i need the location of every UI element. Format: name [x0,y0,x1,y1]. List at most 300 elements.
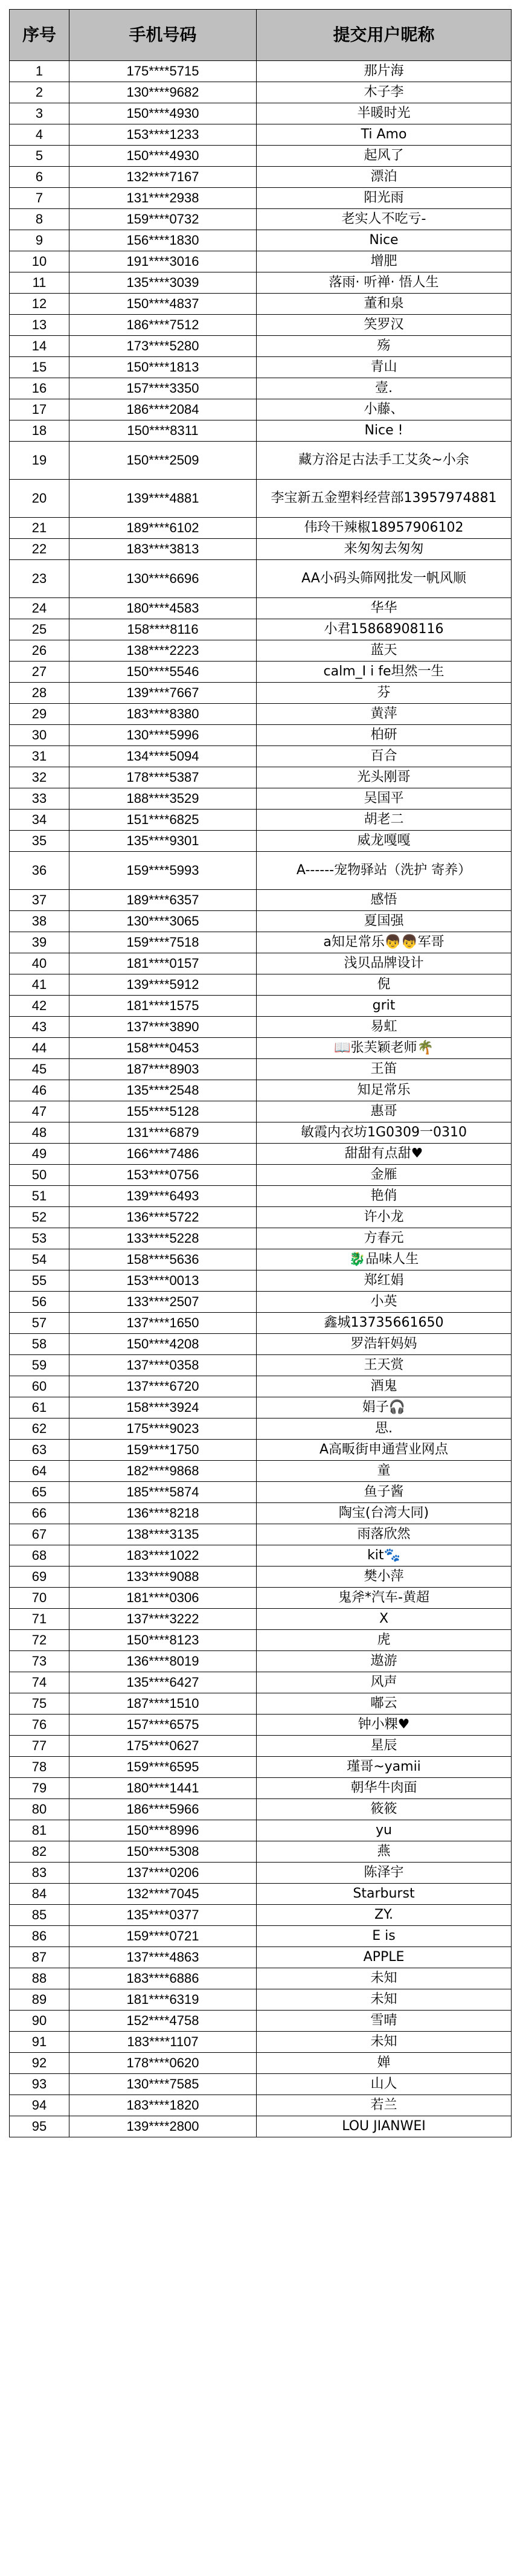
row-phone: 132****7167 [69,167,257,188]
row-phone: 135****2548 [69,1080,257,1101]
table-row [10,662,512,683]
row-nickname: 光头刚哥 [257,767,512,788]
row-index: 14 [10,336,69,357]
row-index: 44 [10,1038,69,1059]
row-index: 49 [10,1144,69,1165]
row-phone: 151****6825 [69,810,257,831]
row-phone: 183****1022 [69,1545,257,1567]
row-index: 58 [10,1334,69,1355]
table-row [10,167,512,188]
row-phone: 132****7045 [69,1884,257,1905]
table-row [10,518,512,539]
table-row [10,357,512,378]
row-index: 42 [10,996,69,1017]
table-row [10,2011,512,2032]
row-phone: 152****4758 [69,2011,257,2032]
row-nickname: 婵 [257,2053,512,2074]
row-index: 46 [10,1080,69,1101]
table-row [10,1355,512,1376]
table-row [10,61,512,82]
row-nickname: 鱼子酱 [257,1482,512,1503]
row-nickname: 山人 [257,2074,512,2095]
row-phone: 150****8311 [69,420,257,442]
row-nickname: 倪 [257,974,512,996]
row-index: 8 [10,209,69,230]
table-row [10,1820,512,1841]
row-nickname: 吴国平 [257,788,512,810]
table-row [10,2032,512,2053]
row-phone: 130****9682 [69,82,257,103]
row-index: 59 [10,1355,69,1376]
row-nickname: 遨游 [257,1651,512,1672]
table-row [10,539,512,560]
row-index: 69 [10,1567,69,1588]
table-row [10,1545,512,1567]
table-row [10,1292,512,1313]
row-index: 39 [10,932,69,953]
row-index: 62 [10,1418,69,1440]
header-phone: 手机号码 [69,10,257,61]
row-phone: 150****5546 [69,662,257,683]
row-index: 75 [10,1693,69,1715]
row-index: 5 [10,146,69,167]
row-nickname: 增肥 [257,251,512,272]
row-index: 77 [10,1736,69,1757]
row-index: 57 [10,1313,69,1334]
row-nickname: 陈泽宇 [257,1863,512,1884]
table-row [10,315,512,336]
table-row [10,1884,512,1905]
row-nickname: 那片海 [257,61,512,82]
row-nickname: 小藤、 [257,399,512,420]
row-nickname: 酒鬼 [257,1376,512,1397]
table-row [10,1841,512,1863]
row-phone: 153****1233 [69,124,257,146]
row-phone: 138****3135 [69,1524,257,1545]
row-index: 40 [10,953,69,974]
table-row [10,1630,512,1651]
row-nickname: 胡老二 [257,810,512,831]
row-phone: 181****0306 [69,1588,257,1609]
row-phone: 135****9301 [69,831,257,852]
table-row [10,1038,512,1059]
row-phone: 183****3813 [69,539,257,560]
table-row [10,1165,512,1186]
row-index: 85 [10,1905,69,1926]
row-phone: 130****6696 [69,560,257,598]
row-phone: 182****9868 [69,1461,257,1482]
table-row [10,1334,512,1355]
row-nickname: APPLE [257,1947,512,1968]
row-index: 2 [10,82,69,103]
row-index: 79 [10,1778,69,1799]
row-index: 87 [10,1947,69,1968]
row-nickname: 📖张芙颖老师🌴 [257,1038,512,1059]
row-nickname: a知足常乐👦👦军哥 [257,932,512,953]
row-nickname: 未知 [257,1989,512,2011]
row-phone: 130****3065 [69,911,257,932]
row-nickname: X [257,1609,512,1630]
row-phone: 135****3039 [69,272,257,294]
row-nickname: 鬼斧*汽车-黄超 [257,1588,512,1609]
row-phone: 150****8123 [69,1630,257,1651]
table-row [10,272,512,294]
row-nickname: 来匆匆去匆匆 [257,539,512,560]
row-phone: 130****5996 [69,725,257,746]
row-index: 22 [10,539,69,560]
table-row [10,746,512,767]
table-row [10,704,512,725]
row-phone: 178****0620 [69,2053,257,2074]
row-phone: 191****3016 [69,251,257,272]
table-header [10,10,512,61]
row-nickname: 殇 [257,336,512,357]
row-phone: 150****4930 [69,103,257,124]
table-row [10,1482,512,1503]
row-phone: 185****5874 [69,1482,257,1503]
row-nickname: 童 [257,1461,512,1482]
row-index: 51 [10,1186,69,1207]
row-nickname: 未知 [257,1968,512,1989]
row-index: 6 [10,167,69,188]
row-nickname: ZY. [257,1905,512,1926]
row-nickname: calm_I i fe坦然一生 [257,662,512,683]
row-phone: 133****9088 [69,1567,257,1588]
row-nickname: 星辰 [257,1736,512,1757]
row-nickname: 威龙嘎嘎 [257,831,512,852]
table-row [10,2095,512,2116]
table-row [10,598,512,619]
user-submission-table [9,9,512,2137]
row-nickname: 雪晴 [257,2011,512,2032]
row-phone: 187****8903 [69,1059,257,1080]
table-row [10,1461,512,1482]
row-phone: 153****0756 [69,1165,257,1186]
table-row [10,1418,512,1440]
table-row [10,103,512,124]
table-row [10,230,512,251]
row-phone: 186****7512 [69,315,257,336]
row-nickname: 艳俏 [257,1186,512,1207]
row-index: 88 [10,1968,69,1989]
table-row [10,767,512,788]
table-row [10,932,512,953]
row-nickname: 壹. [257,378,512,399]
row-index: 3 [10,103,69,124]
row-nickname: 老实人不吃亏- [257,209,512,230]
row-phone: 159****5993 [69,852,257,890]
row-index: 19 [10,442,69,480]
row-nickname: 金雁 [257,1165,512,1186]
row-nickname: 惠哥 [257,1101,512,1122]
row-phone: 133****2507 [69,1292,257,1313]
row-index: 86 [10,1926,69,1947]
row-index: 78 [10,1757,69,1778]
row-nickname: kit🐾 [257,1545,512,1567]
row-phone: 153****0013 [69,1270,257,1292]
row-phone: 139****4881 [69,480,257,518]
row-index: 63 [10,1440,69,1461]
row-phone: 180****1441 [69,1778,257,1799]
row-phone: 131****6879 [69,1122,257,1144]
row-nickname: 小君15868908116 [257,619,512,640]
table-row [10,1567,512,1588]
header-index: 序号 [10,10,69,61]
row-index: 95 [10,2116,69,2137]
row-index: 12 [10,294,69,315]
row-phone: 135****0377 [69,1905,257,1926]
row-phone: 137****0206 [69,1863,257,1884]
table-row [10,1270,512,1292]
row-index: 25 [10,619,69,640]
row-index: 34 [10,810,69,831]
row-index: 23 [10,560,69,598]
row-nickname: 嘟云 [257,1693,512,1715]
table-row [10,1503,512,1524]
row-index: 64 [10,1461,69,1482]
row-index: 18 [10,420,69,442]
table-row [10,619,512,640]
row-nickname: Starburst [257,1884,512,1905]
row-phone: 139****7667 [69,683,257,704]
table-row [10,1588,512,1609]
row-nickname: A高畈街申通营业网点 [257,1440,512,1461]
row-nickname: 夏国强 [257,911,512,932]
row-phone: 138****2223 [69,640,257,662]
row-index: 94 [10,2095,69,2116]
table-row [10,1715,512,1736]
row-nickname: 知足常乐 [257,1080,512,1101]
row-phone: 158****3924 [69,1397,257,1418]
table-row [10,788,512,810]
row-index: 50 [10,1165,69,1186]
row-nickname: 方春元 [257,1228,512,1249]
row-index: 70 [10,1588,69,1609]
row-nickname: 若兰 [257,2095,512,2116]
table-row [10,725,512,746]
table-row [10,420,512,442]
row-phone: 159****0721 [69,1926,257,1947]
table-row [10,1778,512,1799]
row-index: 30 [10,725,69,746]
row-nickname: 青山 [257,357,512,378]
table-row [10,1144,512,1165]
row-nickname: 🐉品味人生 [257,1249,512,1270]
row-nickname: 钟小粿♥ [257,1715,512,1736]
row-phone: 175****9023 [69,1418,257,1440]
table-row [10,1228,512,1249]
row-index: 11 [10,272,69,294]
row-nickname: AA小码头筛网批发一帆风顺 [257,560,512,598]
row-nickname: 感悟 [257,890,512,911]
row-nickname: 雨落欣然 [257,1524,512,1545]
row-nickname: 落雨· 听禅· 悟人生 [257,272,512,294]
row-nickname: 阳光雨 [257,188,512,209]
row-nickname: 浅贝品牌设计 [257,953,512,974]
row-index: 93 [10,2074,69,2095]
table-row [10,1440,512,1461]
row-index: 68 [10,1545,69,1567]
row-nickname: 许小龙 [257,1207,512,1228]
row-phone: 139****5912 [69,974,257,996]
row-index: 73 [10,1651,69,1672]
row-phone: 156****1830 [69,230,257,251]
row-phone: 189****6102 [69,518,257,539]
row-phone: 131****2938 [69,188,257,209]
row-index: 84 [10,1884,69,1905]
table-row [10,1313,512,1334]
row-phone: 150****4837 [69,294,257,315]
row-nickname: 木子李 [257,82,512,103]
row-index: 72 [10,1630,69,1651]
row-phone: 183****1820 [69,2095,257,2116]
row-index: 71 [10,1609,69,1630]
row-phone: 166****7486 [69,1144,257,1165]
row-nickname: Nice ! [257,420,512,442]
row-index: 9 [10,230,69,251]
row-nickname: 起风了 [257,146,512,167]
row-phone: 183****8380 [69,704,257,725]
row-phone: 137****4863 [69,1947,257,1968]
table-row [10,1672,512,1693]
row-phone: 186****5966 [69,1799,257,1820]
row-nickname: 伟玲干辣椒18957906102 [257,518,512,539]
row-nickname: 笑罗汉 [257,315,512,336]
row-nickname: 易虹 [257,1017,512,1038]
row-index: 1 [10,61,69,82]
row-nickname: 娟子🎧 [257,1397,512,1418]
table-row [10,560,512,598]
row-index: 56 [10,1292,69,1313]
table-row [10,831,512,852]
table-row [10,146,512,167]
row-phone: 181****6319 [69,1989,257,2011]
row-index: 74 [10,1672,69,1693]
row-phone: 130****7585 [69,2074,257,2095]
row-index: 27 [10,662,69,683]
table-row [10,336,512,357]
row-nickname: 虎 [257,1630,512,1651]
row-index: 33 [10,788,69,810]
table-row [10,852,512,890]
row-nickname: 郑红娟 [257,1270,512,1292]
row-index: 89 [10,1989,69,2011]
row-nickname: LOU JIANWEI [257,2116,512,2137]
row-nickname: 黄萍 [257,704,512,725]
row-index: 52 [10,1207,69,1228]
row-index: 83 [10,1863,69,1884]
table-row [10,124,512,146]
row-phone: 188****3529 [69,788,257,810]
table-row [10,810,512,831]
row-phone: 180****4583 [69,598,257,619]
row-nickname: 董和泉 [257,294,512,315]
row-index: 80 [10,1799,69,1820]
table-row [10,1926,512,1947]
row-nickname: yu [257,1820,512,1841]
row-phone: 181****1575 [69,996,257,1017]
table-row [10,1017,512,1038]
table-row [10,890,512,911]
row-index: 36 [10,852,69,890]
row-nickname: 陶宝(台湾大同) [257,1503,512,1524]
table-row [10,911,512,932]
row-index: 41 [10,974,69,996]
row-phone: 189****6357 [69,890,257,911]
row-phone: 135****6427 [69,1672,257,1693]
row-phone: 159****7518 [69,932,257,953]
row-index: 32 [10,767,69,788]
row-index: 76 [10,1715,69,1736]
row-nickname: 筱筱 [257,1799,512,1820]
row-nickname: E is [257,1926,512,1947]
table-row [10,1989,512,2011]
row-phone: 158****8116 [69,619,257,640]
table-row [10,251,512,272]
row-index: 4 [10,124,69,146]
row-phone: 139****2800 [69,2116,257,2137]
table-row [10,399,512,420]
row-index: 66 [10,1503,69,1524]
row-index: 92 [10,2053,69,2074]
row-phone: 137****6720 [69,1376,257,1397]
table-row [10,1101,512,1122]
table-row [10,683,512,704]
row-index: 90 [10,2011,69,2032]
table-row [10,1122,512,1144]
row-phone: 136****8218 [69,1503,257,1524]
row-nickname: 王笛 [257,1059,512,1080]
row-index: 35 [10,831,69,852]
row-index: 29 [10,704,69,725]
table-row [10,1693,512,1715]
row-nickname: 瑾哥~yamii [257,1757,512,1778]
row-index: 21 [10,518,69,539]
row-phone: 136****8019 [69,1651,257,1672]
row-phone: 159****6595 [69,1757,257,1778]
row-index: 10 [10,251,69,272]
table-row [10,1186,512,1207]
row-nickname: 思. [257,1418,512,1440]
row-index: 24 [10,598,69,619]
row-phone: 150****2509 [69,442,257,480]
row-index: 81 [10,1820,69,1841]
table-row [10,1249,512,1270]
table-row [10,294,512,315]
row-nickname: Nice [257,230,512,251]
row-nickname: 百合 [257,746,512,767]
row-phone: 139****6493 [69,1186,257,1207]
row-index: 47 [10,1101,69,1122]
row-nickname: 蓝天 [257,640,512,662]
row-phone: 178****5387 [69,767,257,788]
row-phone: 183****1107 [69,2032,257,2053]
row-nickname: 风声 [257,1672,512,1693]
row-phone: 158****0453 [69,1038,257,1059]
row-phone: 175****0627 [69,1736,257,1757]
table-row [10,1524,512,1545]
row-phone: 181****0157 [69,953,257,974]
table-row [10,974,512,996]
table-row [10,82,512,103]
table-row [10,378,512,399]
row-phone: 183****6886 [69,1968,257,1989]
row-index: 54 [10,1249,69,1270]
row-index: 7 [10,188,69,209]
row-index: 91 [10,2032,69,2053]
table-row [10,480,512,518]
table-row [10,1397,512,1418]
